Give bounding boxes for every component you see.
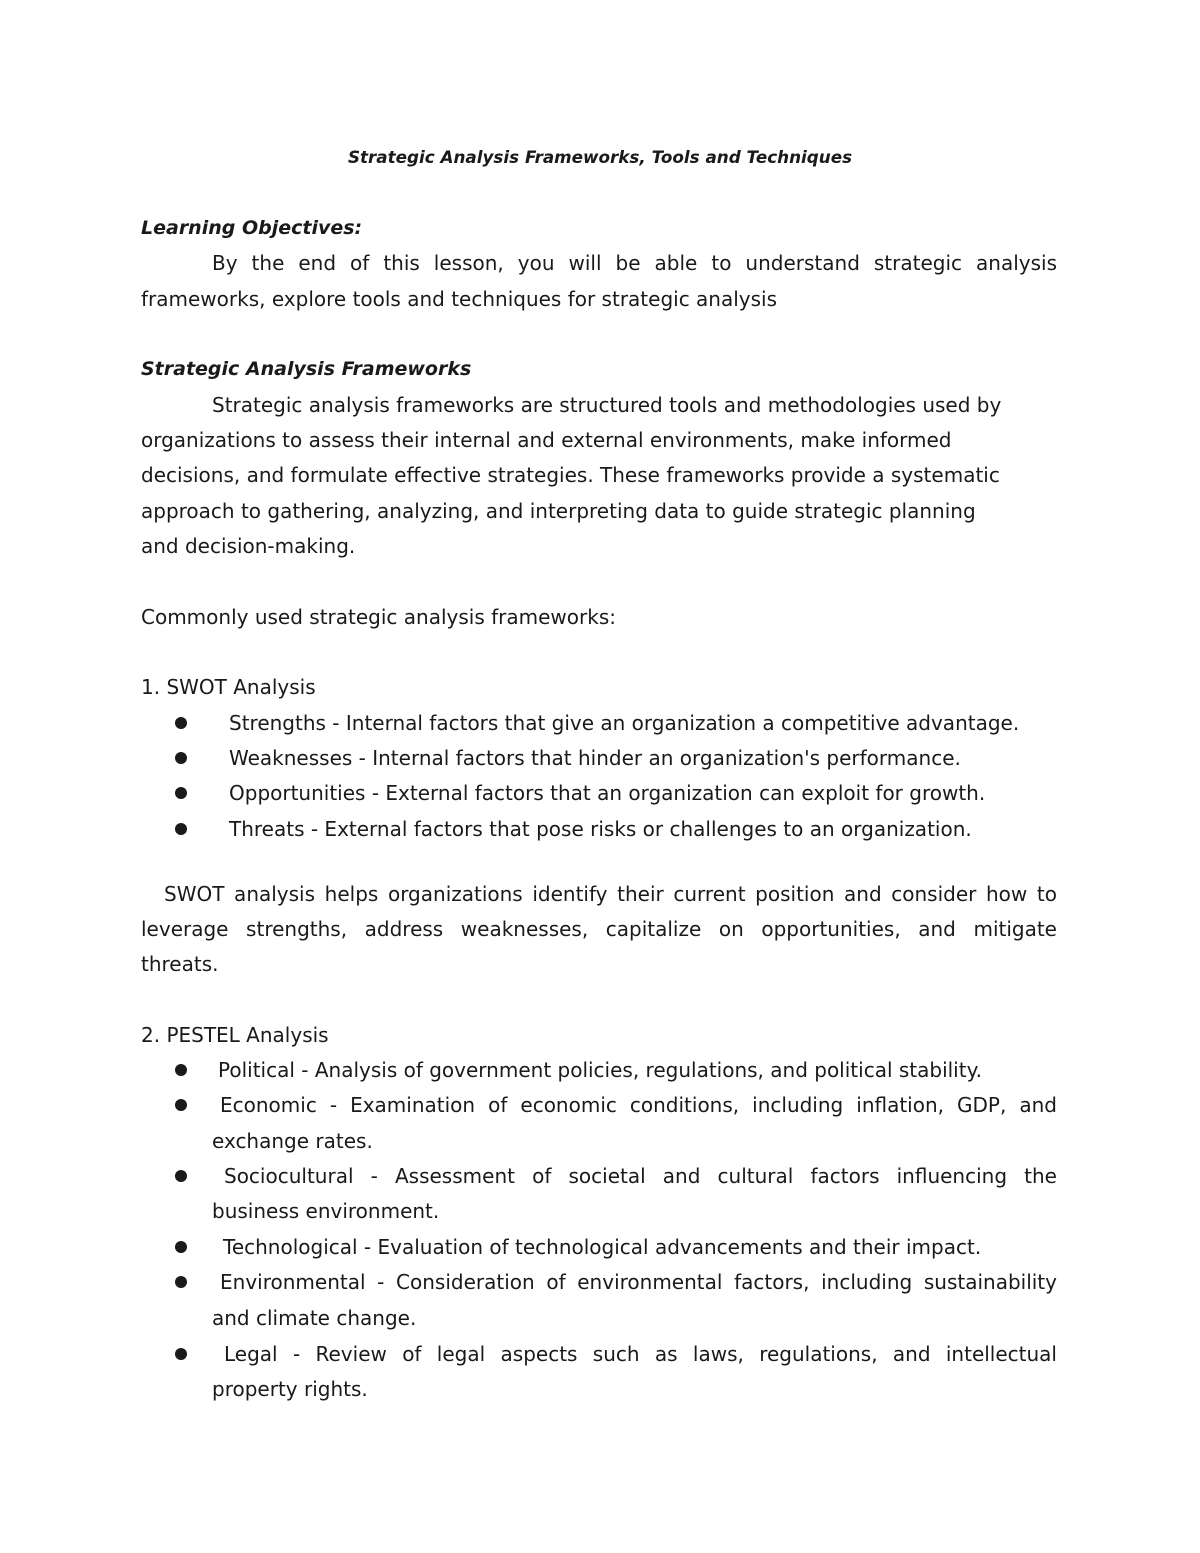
pestel-heading: 2. PESTEL Analysis: [141, 1023, 329, 1047]
pestel-bullet-text: Sociocultural - Assessment of societal and cultural factors influencing the: [224, 1164, 1057, 1188]
pestel-bullet-text: Environmental - Consideration of environmental factors, including sustainability: [220, 1270, 1057, 1294]
bullet-dot-icon: [175, 787, 187, 799]
pestel-bullet-text: Technological - Evaluation of technological advancements and their impact.: [223, 1235, 982, 1259]
bullet-dot-icon: [175, 1064, 187, 1076]
pestel-bullet: [175, 1053, 982, 1088]
bullet-dot-icon: [175, 717, 187, 729]
frameworks-paragraph-line: approach to gathering, analyzing, and interpreting data to guide strategic planning: [141, 499, 976, 523]
swot-bullet: [175, 741, 961, 776]
pestel-bullet-continuation: property rights.: [212, 1377, 368, 1401]
learning-objectives-line-2: frameworks, explore tools and techniques for strategic analysis: [141, 287, 778, 311]
bullet-dot-icon: [175, 1241, 187, 1253]
bullet-dot-icon: [175, 752, 187, 764]
learning-objectives-line-1: By the end of this lesson, you will be able to understand strategic analysis: [212, 251, 1057, 275]
swot-bullet: [175, 776, 986, 811]
frameworks-paragraph-line: organizations to assess their internal and external environments, make informed: [141, 428, 952, 452]
pestel-bullet: [175, 1265, 1057, 1300]
pestel-bullet-continuation: exchange rates.: [212, 1129, 373, 1153]
swot-bullet: [175, 812, 972, 847]
swot-bullet-text: Opportunities - External factors that an organization can exploit for growth.: [229, 781, 986, 805]
pestel-bullet: [175, 1337, 1057, 1372]
swot-bullet-text: Strengths - Internal factors that give an organization a competitive advantage.: [229, 711, 1020, 735]
swot-summary-line: leverage strengths, address weaknesses, capitalize on opportunities, and mitigate: [141, 917, 1057, 941]
frameworks-paragraph-line: decisions, and formulate effective strategies. These frameworks provide a systematic: [141, 463, 1000, 487]
frameworks-paragraph-line: and decision-making.: [141, 534, 356, 558]
frameworks-intro: Commonly used strategic analysis frameworks:: [141, 605, 616, 629]
pestel-bullet-continuation: and climate change.: [212, 1306, 417, 1330]
document-title: Strategic Analysis Frameworks, Tools and Techniques: [347, 147, 853, 167]
bullet-dot-icon: [175, 1348, 187, 1360]
swot-bullet-text: Threats - External factors that pose risks or challenges to an organization.: [229, 817, 972, 841]
swot-bullet: [175, 706, 1020, 741]
frameworks-paragraph-line: Strategic analysis frameworks are structured tools and methodologies used by: [212, 393, 1002, 417]
bullet-dot-icon: [175, 823, 187, 835]
pestel-bullet: [175, 1088, 1057, 1123]
pestel-bullet-continuation: business environment.: [212, 1199, 440, 1223]
swot-summary-line: threats.: [141, 952, 219, 976]
bullet-dot-icon: [175, 1170, 187, 1182]
swot-heading: 1. SWOT Analysis: [141, 675, 316, 699]
pestel-bullet-text: Legal - Review of legal aspects such as laws, regulations, and intellectual: [224, 1342, 1057, 1366]
swot-summary-line: SWOT analysis helps organizations identify their current position and consider how to: [164, 882, 1057, 906]
pestel-bullet-text: Economic - Examination of economic conditions, including inflation, GDP, and: [220, 1093, 1057, 1117]
pestel-bullet: [175, 1230, 982, 1265]
pestel-bullet-text: Political - Analysis of government policies, regulations, and political stability.: [218, 1058, 982, 1082]
bullet-dot-icon: [175, 1099, 187, 1111]
swot-bullet-text: Weaknesses - Internal factors that hinder an organization's performance.: [229, 746, 961, 770]
learning-objectives-heading: Learning Objectives:: [141, 217, 363, 239]
pestel-bullet: [175, 1159, 1057, 1194]
frameworks-heading: Strategic Analysis Frameworks: [141, 358, 472, 380]
bullet-dot-icon: [175, 1276, 187, 1288]
